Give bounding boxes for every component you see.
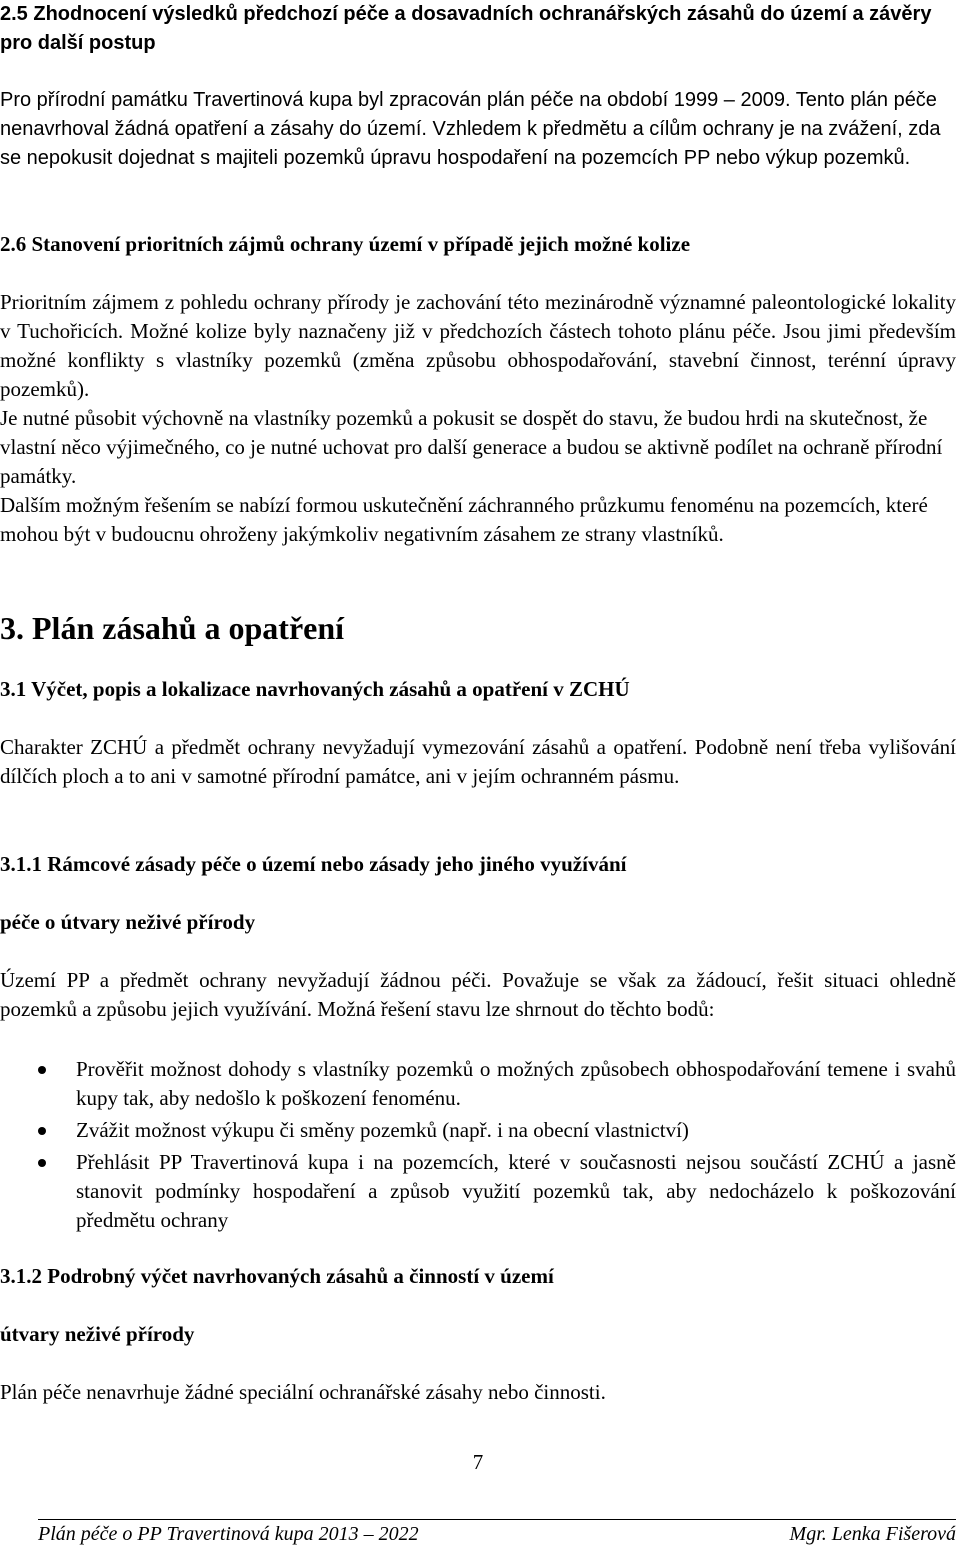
bullet-icon xyxy=(38,1159,46,1167)
list-item xyxy=(0,1116,956,1145)
section-3-1-1-heading: 3.1.1 Rámcové zásady péče o území nebo zásady jeho jiného využívání xyxy=(0,852,627,876)
section-3-1-2-heading: 3.1.2 Podrobný výčet navrhovaných zásahů a činností v území xyxy=(0,1264,554,1288)
bullet-icon xyxy=(38,1066,46,1074)
section-3-1-2-subheading: útvary neživé přírody xyxy=(0,1322,195,1346)
footer xyxy=(38,1521,956,1547)
chapter-3-heading: 3. Plán zásahů a opatření xyxy=(0,610,345,646)
list-item-text: Přehlásit PP Travertinová kupa i na pozemcích, které v současnosti nejsou součástí ZCHÚ a jasně stanovit podmínky hospodaření a způsob využití pozemků tak, aby nedocházelo k poškozování předmětu ochrany xyxy=(76,1150,956,1232)
section-3-1-2-paragraph: Plán péče nenavrhuje žádné speciální ochranářské zásahy nebo činnosti. xyxy=(0,1380,606,1404)
footer-author: Mgr. Lenka Fišerová xyxy=(789,1523,956,1545)
list-item-text: Zvážit možnost výkupu či směny pozemků (např. i na obecní vlastnictví) xyxy=(76,1118,689,1142)
section-2-6-heading: 2.6 Stanovení prioritních zájmů ochrany území v případě jejich možné kolize xyxy=(0,232,691,256)
bullet-icon xyxy=(38,1127,46,1135)
section-2-6-paragraph-2: Je nutné působit výchovně na vlastníky pozemků a pokusit se dospět do stavu, že budou hrdi na skutečnost, že vlastní něco výjimečného, co je nutné uchovat pro další generace a budou se aktivně podílet na ochraně přírodní památky. xyxy=(0,406,943,488)
list-item-text: Prověřit možnost dohody s vlastníky pozemků o možných způsobech obhospodařování temene i svahů kupy tak, aby nedošlo k poškození fenoménu. xyxy=(76,1057,956,1110)
section-2-5-paragraph: Pro přírodní památku Travertinová kupa byl zpracován plán péče na období 1999 – 2009. Tento plán péče nenavrhoval žádná opatření a zásahy do území. Vzhledem k předmětu a cílům ochrany je na zvážení, zda se nepokusit dojednat s majiteli pozemků úpravu hospodaření na pozemcích PP nebo výkup pozemků. xyxy=(0,89,941,169)
list-item xyxy=(0,1055,956,1113)
section-2-5-heading: 2.5 Zhodnocení výsledků předchozí péče a dosavadních ochranářských zásahů do území a závěry pro další postup xyxy=(0,3,932,54)
section-3-1-paragraph: Charakter ZCHÚ a předmět ochrany nevyžadují vymezování zásahů a opatření. Podobně není třeba vylišování dílčích ploch a to ani v samotné přírodní památce, ani v jejím ochranném pásmu. xyxy=(0,735,956,788)
footer-title: Plán péče o PP Travertinová kupa 2013 – 2022 xyxy=(38,1523,419,1545)
list-item xyxy=(0,1148,956,1235)
measures-list xyxy=(0,1055,956,1238)
section-3-1-1-subheading: péče o útvary neživé přírody xyxy=(0,910,256,934)
section-2-6-paragraph-1: Prioritním zájmem z pohledu ochrany přírody je zachování této mezinárodně významné paleontologické lokality v Tuchořicích. Možné kolize byly naznačeny již v předchozích částech tohoto plánu péče. Jsou jimi především možné konflikty s vlastníky pozemků (změna způsobu obhospodařování, stavební činnost, terénní úpravy pozemků). xyxy=(0,290,956,401)
section-2-6-paragraph-3: Dalším možným řešením se nabízí formou uskutečnění záchranného průzkumu fenoménu na pozemcích, které mohou být v budoucnu ohroženy jakýmkoliv negativním zásahem ze strany vlastníků. xyxy=(0,493,928,546)
section-3-1-heading: 3.1 Výčet, popis a lokalizace navrhovaných zásahů a opatření v ZCHÚ xyxy=(0,677,630,701)
footer-divider xyxy=(38,1519,956,1520)
section-3-1-1-paragraph: Území PP a předmět ochrany nevyžadují žádnou péči. Považuje se však za žádoucí, řešit situaci ohledně pozemků a způsobu jejich využívání. Možná řešení stavu lze shrnout do těchto bodů: xyxy=(0,968,956,1021)
page-number: 7 xyxy=(472,1450,484,1474)
